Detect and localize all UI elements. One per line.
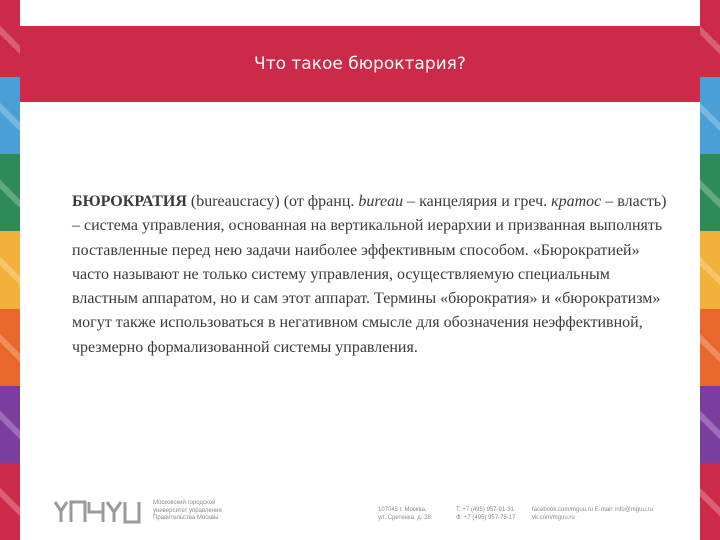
- title-band: [20, 26, 700, 102]
- slide: [20, 0, 700, 540]
- stripe-facet: [700, 102, 720, 135]
- stripe-facet: [700, 180, 720, 213]
- stripe-facet: [0, 102, 20, 135]
- definition-text: [72, 190, 678, 360]
- color-stripe: [0, 154, 20, 232]
- stripe-facet: [0, 257, 20, 290]
- text-part: (bureaucracy) (от франц.: [186, 193, 359, 210]
- color-stripe: [0, 0, 20, 78]
- color-stripe: [0, 463, 20, 540]
- logo-caption: Московский городской университет управления Правительства Москвы: [153, 500, 222, 521]
- italic-word: кратос: [551, 193, 602, 210]
- color-stripe: [700, 463, 720, 540]
- stripe-facet: [700, 334, 720, 367]
- left-color-stripes: [0, 0, 20, 540]
- stripe-facet: [700, 411, 720, 444]
- university-logo: [53, 500, 168, 524]
- stripe-facet: [700, 488, 720, 521]
- right-color-stripes: [700, 0, 720, 540]
- color-stripe: [700, 154, 720, 232]
- color-stripe: [700, 231, 720, 309]
- color-stripe: [0, 386, 20, 464]
- color-stripe: [0, 77, 20, 155]
- footer-links[interactable]: facebook.com/mguu.ru E-mail: info@mguu.ru vk.com/mguu.ru: [532, 507, 653, 521]
- text-part: – канцелярия и греч.: [403, 193, 552, 210]
- color-stripe: [0, 231, 20, 309]
- color-stripe: [700, 309, 720, 387]
- color-stripe: [0, 309, 20, 387]
- slide-title: Что такое бюроктария?: [254, 54, 466, 74]
- stripe-facet: [700, 25, 720, 58]
- footer-phones: T: +7 (495) 957-91-31 Ф: +7 (495) 957-75-17: [456, 507, 516, 521]
- stripe-facet: [0, 180, 20, 213]
- stripe-facet: [0, 488, 20, 521]
- stripe-facet: [0, 25, 20, 58]
- text-part: – власть) – система управления, основанная на вертикальной иерархии и призванная выполнять поставленные перед нею задачи наиболее эффективным способом. «Бюрократией» часто называют не только систему управления, осуществляемую специальным властным аппаратом, но и сам этот аппарат. Термины «бюрократия» и «бюрократизм» могут также использоваться в негативном смысле для обозначения неэффективной, чрезмерно формализованной системы управления.: [72, 193, 667, 356]
- stripe-facet: [0, 334, 20, 367]
- stripe-facet: [700, 257, 720, 290]
- italic-word: bureau: [358, 193, 404, 210]
- color-stripe: [700, 386, 720, 464]
- color-stripe: [700, 77, 720, 155]
- footer-address: 107045 г. Москва, ул. Сретенка, д. 28: [378, 507, 431, 521]
- stripe-facet: [0, 411, 20, 444]
- color-stripe: [700, 0, 720, 78]
- footer: [20, 492, 700, 540]
- term-bold: БЮРОКРАТИЯ: [72, 193, 187, 210]
